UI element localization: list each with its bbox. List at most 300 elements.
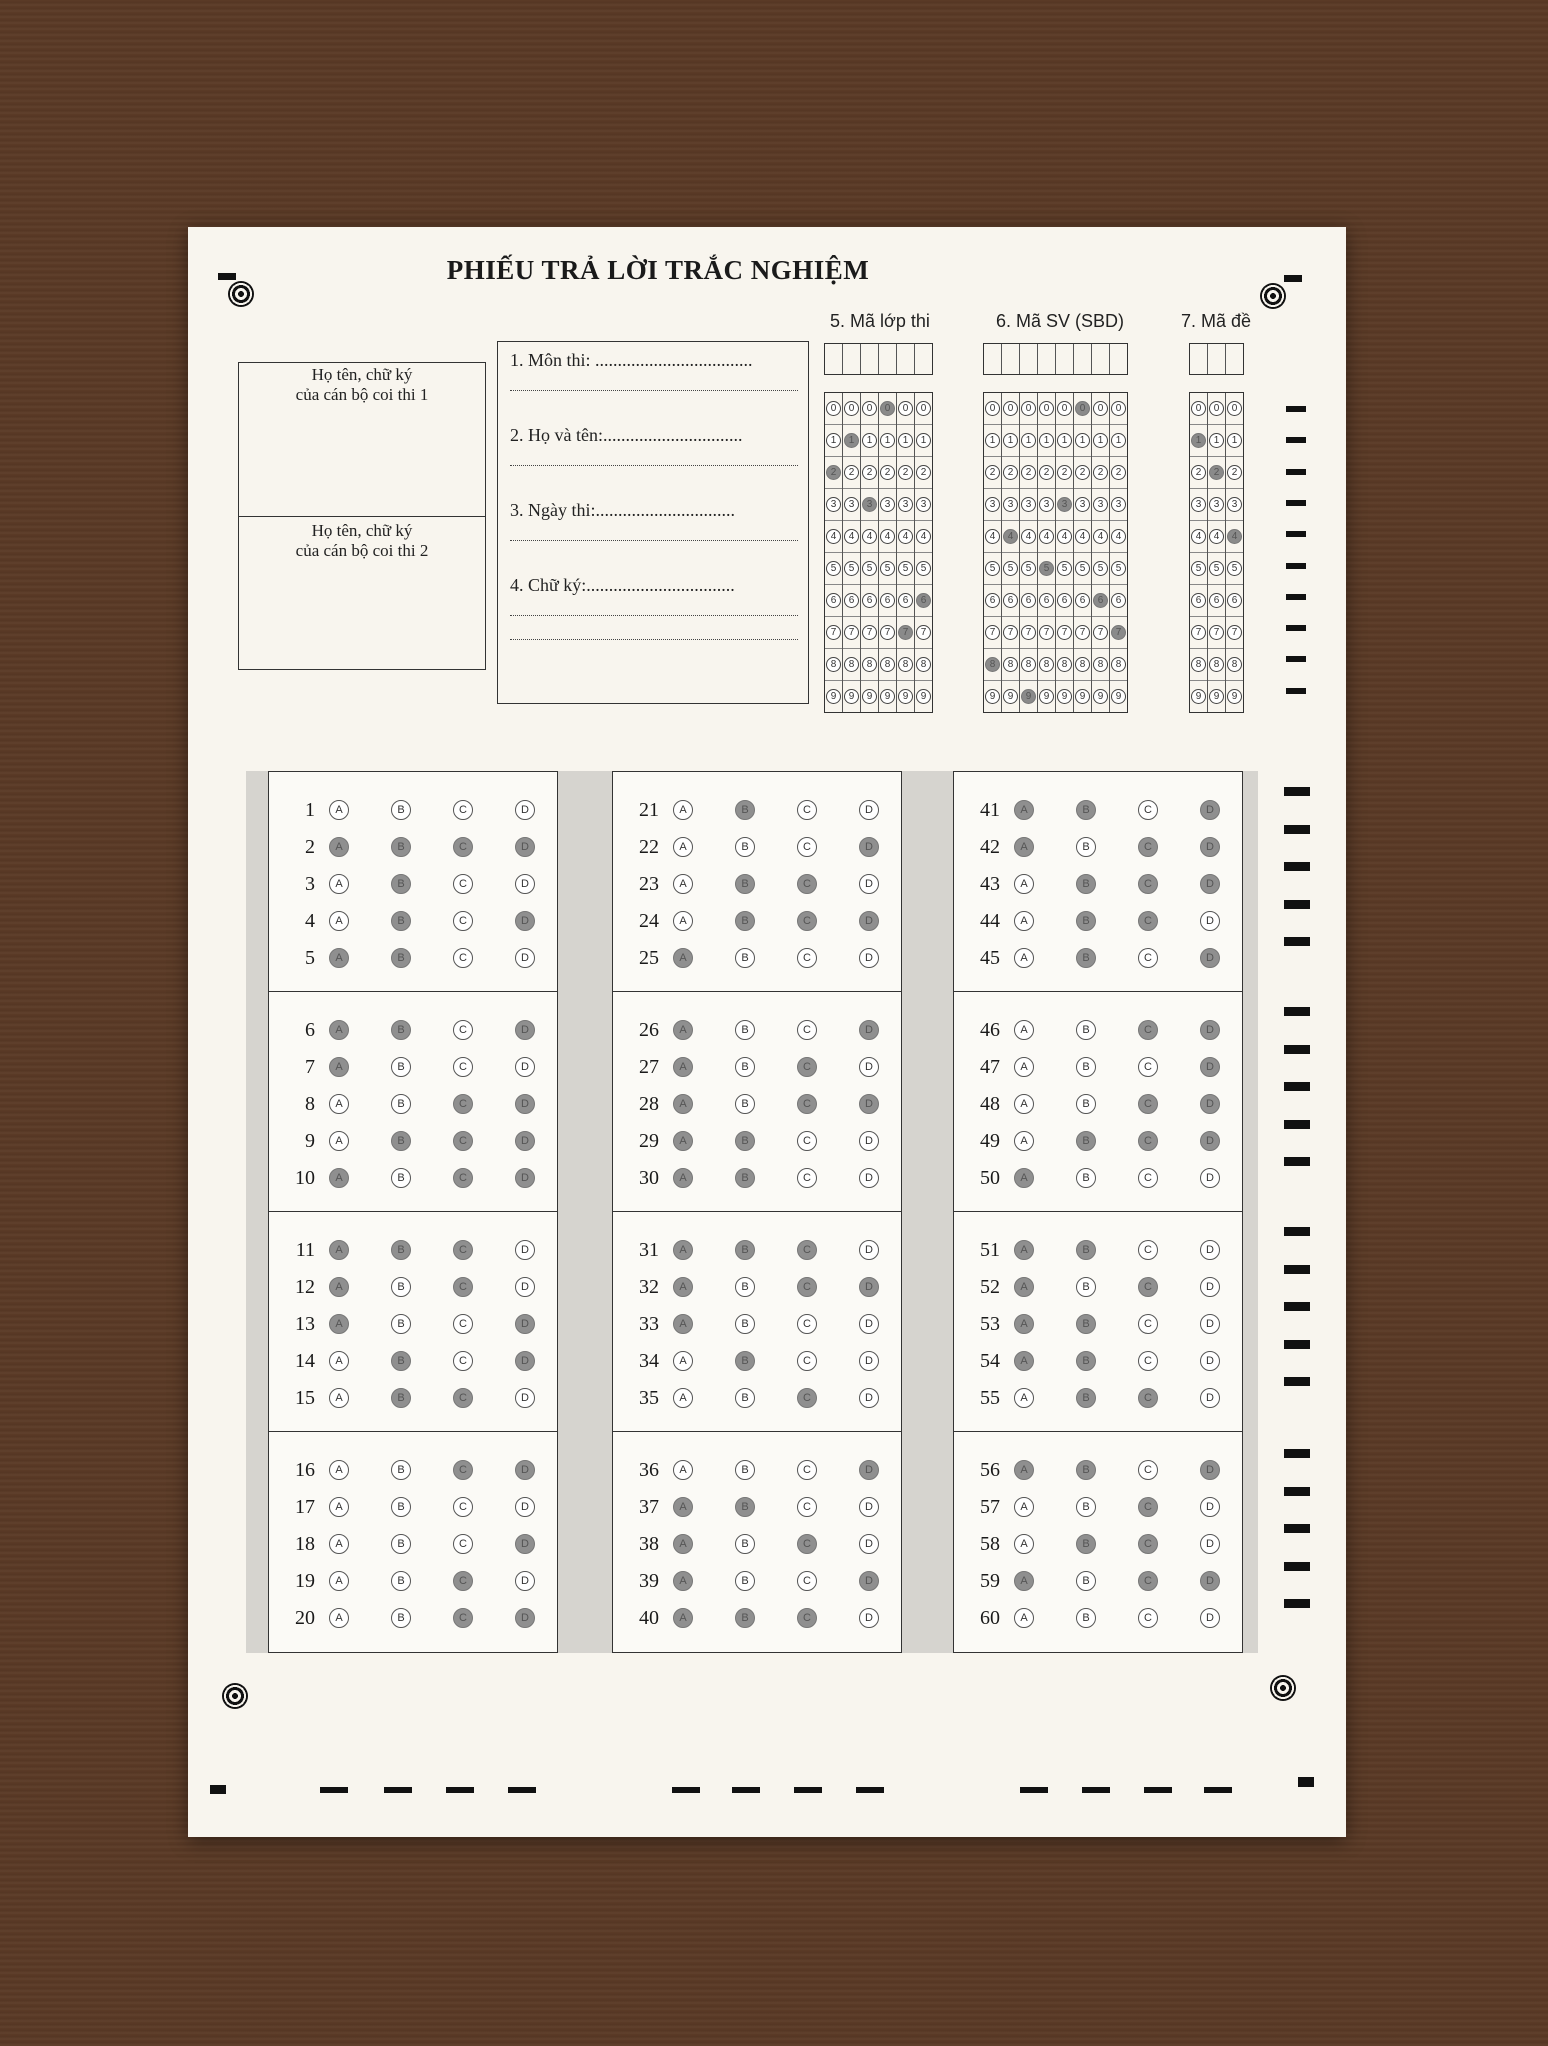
answer-bubble-a[interactable]: A — [329, 1534, 349, 1554]
answer-bubble-b[interactable]: B — [1076, 1240, 1096, 1260]
answer-bubble-c[interactable]: C — [1138, 1351, 1158, 1371]
student_id-digit-bubble[interactable]: 6 — [1057, 593, 1072, 608]
answer-bubble-d[interactable]: D — [515, 837, 535, 857]
answer-bubble-d[interactable]: D — [859, 874, 879, 894]
class_code-digit-bubble[interactable]: 3 — [916, 497, 931, 512]
answer-bubble-c[interactable]: C — [1138, 1497, 1158, 1517]
student_id-digit-bubble[interactable]: 6 — [1021, 593, 1036, 608]
student_id-digit-bubble[interactable]: 6 — [1111, 593, 1126, 608]
answer-bubble-a[interactable]: A — [1014, 800, 1034, 820]
class_code-digit-bubble[interactable]: 6 — [880, 593, 895, 608]
answer-bubble-a[interactable]: A — [1014, 911, 1034, 931]
answer-bubble-c[interactable]: C — [453, 1388, 473, 1408]
class_code-digit-bubble[interactable]: 4 — [916, 529, 931, 544]
class_code-digit-bubble[interactable]: 6 — [862, 593, 877, 608]
class_code-digit-bubble[interactable]: 7 — [880, 625, 895, 640]
student_id-digit-bubble[interactable]: 7 — [1021, 625, 1036, 640]
student_id-digit-bubble[interactable]: 2 — [1093, 465, 1108, 480]
answer-bubble-a[interactable]: A — [673, 1314, 693, 1334]
exam_code-digit-bubble[interactable]: 6 — [1209, 593, 1224, 608]
student_id-digit-bubble[interactable]: 1 — [1057, 433, 1072, 448]
info-field-line[interactable] — [510, 465, 798, 466]
class_code-digit-bubble[interactable]: 1 — [862, 433, 877, 448]
student_id-digit-bubble[interactable]: 4 — [1039, 529, 1054, 544]
student_id-entry-box[interactable] — [1038, 344, 1056, 374]
student_id-entry-box[interactable] — [1092, 344, 1110, 374]
answer-bubble-c[interactable]: C — [797, 1094, 817, 1114]
answer-bubble-a[interactable]: A — [329, 1608, 349, 1628]
answer-bubble-d[interactable]: D — [1200, 1534, 1220, 1554]
student_id-digit-bubble[interactable]: 8 — [1021, 657, 1036, 672]
answer-bubble-c[interactable]: C — [797, 1608, 817, 1628]
answer-bubble-a[interactable]: A — [329, 1497, 349, 1517]
answer-bubble-c[interactable]: C — [1138, 1460, 1158, 1480]
answer-bubble-a[interactable]: A — [329, 874, 349, 894]
answer-bubble-b[interactable]: B — [735, 1534, 755, 1554]
class_code-digit-bubble[interactable]: 8 — [844, 657, 859, 672]
answer-bubble-c[interactable]: C — [797, 1460, 817, 1480]
student_id-digit-bubble[interactable]: 7 — [1057, 625, 1072, 640]
answer-bubble-a[interactable]: A — [673, 1571, 693, 1591]
answer-bubble-b[interactable]: B — [391, 1497, 411, 1517]
class_code-digit-bubble[interactable]: 2 — [916, 465, 931, 480]
class_code-digit-bubble[interactable]: 9 — [826, 689, 841, 704]
answer-bubble-d[interactable]: D — [859, 1277, 879, 1297]
class_code-digit-bubble[interactable]: 8 — [880, 657, 895, 672]
answer-bubble-d[interactable]: D — [1200, 1388, 1220, 1408]
class_code-digit-bubble[interactable]: 8 — [826, 657, 841, 672]
answer-bubble-a[interactable]: A — [1014, 1497, 1034, 1517]
answer-bubble-c[interactable]: C — [797, 1277, 817, 1297]
answer-bubble-c[interactable]: C — [453, 1020, 473, 1040]
class_code-digit-bubble[interactable]: 7 — [898, 625, 913, 640]
answer-bubble-d[interactable]: D — [1200, 1057, 1220, 1077]
student_id-digit-bubble[interactable]: 4 — [1111, 529, 1126, 544]
answer-bubble-a[interactable]: A — [1014, 1608, 1034, 1628]
answer-bubble-b[interactable]: B — [1076, 1497, 1096, 1517]
answer-bubble-a[interactable]: A — [329, 837, 349, 857]
answer-bubble-c[interactable]: C — [1138, 1314, 1158, 1334]
exam_code-digit-bubble[interactable]: 5 — [1209, 561, 1224, 576]
class_code-digit-bubble[interactable]: 7 — [826, 625, 841, 640]
class_code-digit-bubble[interactable]: 8 — [862, 657, 877, 672]
answer-bubble-b[interactable]: B — [1076, 1020, 1096, 1040]
exam_code-digit-bubble[interactable]: 9 — [1209, 689, 1224, 704]
answer-bubble-b[interactable]: B — [735, 874, 755, 894]
class_code-digit-bubble[interactable]: 3 — [862, 497, 877, 512]
answer-bubble-c[interactable]: C — [453, 1608, 473, 1628]
info-field-line[interactable] — [510, 639, 798, 640]
answer-bubble-a[interactable]: A — [329, 800, 349, 820]
answer-bubble-c[interactable]: C — [797, 1571, 817, 1591]
class_code-digit-bubble[interactable]: 5 — [862, 561, 877, 576]
answer-bubble-c[interactable]: C — [797, 1351, 817, 1371]
answer-bubble-b[interactable]: B — [391, 1057, 411, 1077]
class_code-digit-bubble[interactable]: 9 — [844, 689, 859, 704]
answer-bubble-d[interactable]: D — [1200, 800, 1220, 820]
answer-bubble-a[interactable]: A — [329, 1094, 349, 1114]
student_id-digit-bubble[interactable]: 8 — [1039, 657, 1054, 672]
answer-bubble-a[interactable]: A — [329, 1168, 349, 1188]
answer-bubble-b[interactable]: B — [735, 1608, 755, 1628]
exam_code-digit-bubble[interactable]: 4 — [1209, 529, 1224, 544]
class_code-digit-bubble[interactable]: 1 — [844, 433, 859, 448]
student_id-digit-bubble[interactable]: 1 — [1093, 433, 1108, 448]
answer-bubble-d[interactable]: D — [859, 1534, 879, 1554]
answer-bubble-d[interactable]: D — [859, 1351, 879, 1371]
answer-bubble-b[interactable]: B — [391, 1460, 411, 1480]
answer-bubble-b[interactable]: B — [1076, 1460, 1096, 1480]
student_id-digit-bubble[interactable]: 2 — [1003, 465, 1018, 480]
exam_code-digit-bubble[interactable]: 2 — [1191, 465, 1206, 480]
class_code-digit-bubble[interactable]: 5 — [826, 561, 841, 576]
answer-bubble-b[interactable]: B — [391, 1094, 411, 1114]
student_id-digit-bubble[interactable]: 4 — [1003, 529, 1018, 544]
exam_code-digit-bubble[interactable]: 0 — [1227, 401, 1242, 416]
answer-bubble-d[interactable]: D — [515, 800, 535, 820]
student_id-digit-bubble[interactable]: 6 — [1003, 593, 1018, 608]
student_id-digit-bubble[interactable]: 9 — [985, 689, 1000, 704]
answer-bubble-c[interactable]: C — [1138, 1388, 1158, 1408]
answer-bubble-b[interactable]: B — [1076, 1314, 1096, 1334]
student_id-digit-bubble[interactable]: 0 — [1021, 401, 1036, 416]
student_id-digit-bubble[interactable]: 1 — [1075, 433, 1090, 448]
student_id-digit-bubble[interactable]: 6 — [1039, 593, 1054, 608]
answer-bubble-b[interactable]: B — [735, 1057, 755, 1077]
answer-bubble-a[interactable]: A — [1014, 1351, 1034, 1371]
answer-bubble-b[interactable]: B — [735, 1094, 755, 1114]
answer-bubble-a[interactable]: A — [329, 911, 349, 931]
class_code-digit-bubble[interactable]: 7 — [916, 625, 931, 640]
answer-bubble-d[interactable]: D — [859, 1314, 879, 1334]
answer-bubble-b[interactable]: B — [391, 1534, 411, 1554]
student_id-digit-bubble[interactable]: 9 — [1093, 689, 1108, 704]
answer-bubble-b[interactable]: B — [391, 874, 411, 894]
answer-bubble-a[interactable]: A — [1014, 1240, 1034, 1260]
answer-bubble-c[interactable]: C — [453, 911, 473, 931]
class_code-digit-bubble[interactable]: 4 — [826, 529, 841, 544]
student_id-digit-bubble[interactable]: 2 — [1057, 465, 1072, 480]
answer-bubble-d[interactable]: D — [515, 1168, 535, 1188]
student_id-digit-bubble[interactable]: 1 — [1111, 433, 1126, 448]
answer-bubble-d[interactable]: D — [515, 911, 535, 931]
student_id-digit-bubble[interactable]: 7 — [1111, 625, 1126, 640]
student_id-digit-bubble[interactable]: 3 — [1075, 497, 1090, 512]
student_id-digit-bubble[interactable]: 7 — [1003, 625, 1018, 640]
answer-bubble-b[interactable]: B — [391, 1571, 411, 1591]
answer-bubble-a[interactable]: A — [673, 874, 693, 894]
answer-bubble-b[interactable]: B — [735, 1277, 755, 1297]
answer-bubble-b[interactable]: B — [1076, 1571, 1096, 1591]
class_code-digit-bubble[interactable]: 9 — [880, 689, 895, 704]
exam_code-digit-bubble[interactable]: 9 — [1227, 689, 1242, 704]
answer-bubble-a[interactable]: A — [329, 1351, 349, 1371]
class_code-digit-bubble[interactable]: 2 — [862, 465, 877, 480]
answer-bubble-b[interactable]: B — [735, 1240, 755, 1260]
answer-bubble-d[interactable]: D — [859, 1057, 879, 1077]
answer-bubble-b[interactable]: B — [391, 1240, 411, 1260]
answer-bubble-c[interactable]: C — [1138, 874, 1158, 894]
student_id-digit-bubble[interactable]: 5 — [1021, 561, 1036, 576]
student_id-digit-bubble[interactable]: 9 — [1003, 689, 1018, 704]
answer-bubble-b[interactable]: B — [391, 1020, 411, 1040]
answer-bubble-b[interactable]: B — [1076, 1608, 1096, 1628]
student_id-digit-bubble[interactable]: 4 — [985, 529, 1000, 544]
answer-bubble-d[interactable]: D — [1200, 1240, 1220, 1260]
answer-bubble-a[interactable]: A — [1014, 1094, 1034, 1114]
class_code-digit-bubble[interactable]: 4 — [898, 529, 913, 544]
student_id-digit-bubble[interactable]: 2 — [1021, 465, 1036, 480]
answer-bubble-b[interactable]: B — [735, 1388, 755, 1408]
answer-bubble-c[interactable]: C — [1138, 1608, 1158, 1628]
student_id-entry-box[interactable] — [1074, 344, 1092, 374]
answer-bubble-b[interactable]: B — [735, 1351, 755, 1371]
answer-bubble-c[interactable]: C — [797, 1240, 817, 1260]
answer-bubble-d[interactable]: D — [515, 1057, 535, 1077]
answer-bubble-b[interactable]: B — [391, 1168, 411, 1188]
answer-bubble-d[interactable]: D — [1200, 948, 1220, 968]
answer-bubble-b[interactable]: B — [735, 1020, 755, 1040]
class_code-digit-bubble[interactable]: 5 — [898, 561, 913, 576]
answer-bubble-a[interactable]: A — [1014, 837, 1034, 857]
answer-bubble-d[interactable]: D — [1200, 911, 1220, 931]
answer-bubble-d[interactable]: D — [859, 911, 879, 931]
answer-bubble-d[interactable]: D — [1200, 1460, 1220, 1480]
answer-bubble-b[interactable]: B — [1076, 1131, 1096, 1151]
answer-bubble-d[interactable]: D — [515, 1240, 535, 1260]
answer-bubble-c[interactable]: C — [453, 874, 473, 894]
exam_code-digit-bubble[interactable]: 3 — [1227, 497, 1242, 512]
student-id-entry[interactable] — [983, 343, 1128, 375]
answer-bubble-c[interactable]: C — [1138, 1057, 1158, 1077]
answer-bubble-d[interactable]: D — [515, 1608, 535, 1628]
class_code-digit-bubble[interactable]: 5 — [916, 561, 931, 576]
answer-bubble-d[interactable]: D — [859, 1571, 879, 1591]
exam_code-digit-bubble[interactable]: 2 — [1227, 465, 1242, 480]
student_id-digit-bubble[interactable]: 5 — [1057, 561, 1072, 576]
answer-bubble-c[interactable]: C — [1138, 1020, 1158, 1040]
answer-bubble-d[interactable]: D — [859, 1131, 879, 1151]
answer-bubble-d[interactable]: D — [1200, 837, 1220, 857]
class_code-digit-bubble[interactable]: 1 — [898, 433, 913, 448]
answer-bubble-c[interactable]: C — [453, 1497, 473, 1517]
exam-code-entry[interactable] — [1189, 343, 1244, 375]
student_id-digit-bubble[interactable]: 8 — [1003, 657, 1018, 672]
class_code-digit-bubble[interactable]: 3 — [826, 497, 841, 512]
student_id-entry-box[interactable] — [1110, 344, 1127, 374]
answer-bubble-d[interactable]: D — [859, 1388, 879, 1408]
answer-bubble-b[interactable]: B — [1076, 1168, 1096, 1188]
class_code-entry-box[interactable] — [879, 344, 897, 374]
answer-bubble-b[interactable]: B — [391, 948, 411, 968]
answer-bubble-a[interactable]: A — [673, 911, 693, 931]
answer-bubble-c[interactable]: C — [1138, 1277, 1158, 1297]
student_id-entry-box[interactable] — [1002, 344, 1020, 374]
exam_code-digit-bubble[interactable]: 1 — [1227, 433, 1242, 448]
answer-bubble-c[interactable]: C — [1138, 837, 1158, 857]
exam_code-digit-bubble[interactable]: 9 — [1191, 689, 1206, 704]
answer-bubble-b[interactable]: B — [735, 1497, 755, 1517]
student_id-digit-bubble[interactable]: 0 — [1003, 401, 1018, 416]
student_id-digit-bubble[interactable]: 3 — [1039, 497, 1054, 512]
answer-bubble-b[interactable]: B — [391, 911, 411, 931]
answer-bubble-a[interactable]: A — [673, 1351, 693, 1371]
exam_code-digit-bubble[interactable]: 3 — [1191, 497, 1206, 512]
class_code-digit-bubble[interactable]: 6 — [844, 593, 859, 608]
class_code-digit-bubble[interactable]: 1 — [826, 433, 841, 448]
answer-bubble-c[interactable]: C — [453, 1240, 473, 1260]
answer-bubble-d[interactable]: D — [1200, 1094, 1220, 1114]
answer-bubble-c[interactable]: C — [453, 837, 473, 857]
answer-bubble-b[interactable]: B — [1076, 1277, 1096, 1297]
student_id-digit-bubble[interactable]: 5 — [1039, 561, 1054, 576]
answer-bubble-c[interactable]: C — [797, 911, 817, 931]
answer-bubble-a[interactable]: A — [673, 948, 693, 968]
answer-bubble-c[interactable]: C — [797, 1388, 817, 1408]
answer-bubble-b[interactable]: B — [1076, 837, 1096, 857]
class_code-digit-bubble[interactable]: 5 — [844, 561, 859, 576]
exam_code-digit-bubble[interactable]: 6 — [1191, 593, 1206, 608]
exam_code-digit-bubble[interactable]: 8 — [1209, 657, 1224, 672]
answer-bubble-d[interactable]: D — [515, 1497, 535, 1517]
answer-bubble-d[interactable]: D — [515, 1131, 535, 1151]
answer-bubble-c[interactable]: C — [453, 1534, 473, 1554]
answer-bubble-c[interactable]: C — [1138, 1131, 1158, 1151]
answer-bubble-b[interactable]: B — [391, 1314, 411, 1334]
answer-bubble-d[interactable]: D — [515, 1351, 535, 1371]
answer-bubble-a[interactable]: A — [673, 1240, 693, 1260]
answer-bubble-a[interactable]: A — [329, 1240, 349, 1260]
answer-bubble-a[interactable]: A — [673, 1168, 693, 1188]
class_code-digit-bubble[interactable]: 3 — [898, 497, 913, 512]
class_code-digit-bubble[interactable]: 3 — [844, 497, 859, 512]
answer-bubble-a[interactable]: A — [673, 1131, 693, 1151]
class_code-digit-bubble[interactable]: 6 — [826, 593, 841, 608]
answer-bubble-c[interactable]: C — [1138, 1168, 1158, 1188]
class-code-entry[interactable] — [824, 343, 933, 375]
student_id-digit-bubble[interactable]: 6 — [985, 593, 1000, 608]
answer-bubble-d[interactable]: D — [1200, 1351, 1220, 1371]
answer-bubble-d[interactable]: D — [515, 874, 535, 894]
answer-bubble-b[interactable]: B — [735, 1168, 755, 1188]
answer-bubble-b[interactable]: B — [1076, 1351, 1096, 1371]
student_id-digit-bubble[interactable]: 5 — [1111, 561, 1126, 576]
student_id-digit-bubble[interactable]: 1 — [985, 433, 1000, 448]
exam_code-entry-box[interactable] — [1208, 344, 1226, 374]
student_id-digit-bubble[interactable]: 7 — [1093, 625, 1108, 640]
answer-bubble-a[interactable]: A — [329, 1460, 349, 1480]
answer-bubble-a[interactable]: A — [1014, 1571, 1034, 1591]
student_id-digit-bubble[interactable]: 1 — [1003, 433, 1018, 448]
exam_code-digit-bubble[interactable]: 7 — [1209, 625, 1224, 640]
answer-bubble-c[interactable]: C — [797, 948, 817, 968]
answer-bubble-d[interactable]: D — [859, 1168, 879, 1188]
student_id-digit-bubble[interactable]: 3 — [1003, 497, 1018, 512]
answer-bubble-c[interactable]: C — [797, 1131, 817, 1151]
answer-bubble-c[interactable]: C — [453, 1571, 473, 1591]
class_code-digit-bubble[interactable]: 0 — [826, 401, 841, 416]
class_code-digit-bubble[interactable]: 0 — [844, 401, 859, 416]
answer-bubble-d[interactable]: D — [859, 1020, 879, 1040]
student_id-digit-bubble[interactable]: 2 — [1075, 465, 1090, 480]
answer-bubble-c[interactable]: C — [797, 800, 817, 820]
answer-bubble-c[interactable]: C — [797, 1057, 817, 1077]
answer-bubble-c[interactable]: C — [797, 1168, 817, 1188]
exam_code-digit-bubble[interactable]: 0 — [1209, 401, 1224, 416]
student_id-digit-bubble[interactable]: 8 — [1111, 657, 1126, 672]
student_id-digit-bubble[interactable]: 9 — [1021, 689, 1036, 704]
class_code-digit-bubble[interactable]: 3 — [880, 497, 895, 512]
answer-bubble-d[interactable]: D — [515, 1534, 535, 1554]
student_id-digit-bubble[interactable]: 4 — [1021, 529, 1036, 544]
class_code-digit-bubble[interactable]: 7 — [844, 625, 859, 640]
info-field-line[interactable] — [510, 540, 798, 541]
exam_code-digit-bubble[interactable]: 2 — [1209, 465, 1224, 480]
answer-bubble-a[interactable]: A — [673, 1388, 693, 1408]
answer-bubble-a[interactable]: A — [673, 1534, 693, 1554]
class_code-digit-bubble[interactable]: 6 — [898, 593, 913, 608]
answer-bubble-d[interactable]: D — [515, 1314, 535, 1334]
exam_code-digit-bubble[interactable]: 1 — [1209, 433, 1224, 448]
answer-bubble-b[interactable]: B — [1076, 948, 1096, 968]
student_id-digit-bubble[interactable]: 2 — [1039, 465, 1054, 480]
answer-bubble-d[interactable]: D — [515, 1460, 535, 1480]
answer-bubble-d[interactable]: D — [1200, 1497, 1220, 1517]
student_id-digit-bubble[interactable]: 3 — [985, 497, 1000, 512]
student_id-digit-bubble[interactable]: 9 — [1075, 689, 1090, 704]
answer-bubble-d[interactable]: D — [515, 1020, 535, 1040]
answer-bubble-c[interactable]: C — [1138, 1571, 1158, 1591]
answer-bubble-a[interactable]: A — [1014, 1534, 1034, 1554]
answer-bubble-a[interactable]: A — [1014, 874, 1034, 894]
answer-bubble-d[interactable]: D — [515, 948, 535, 968]
answer-bubble-c[interactable]: C — [453, 1057, 473, 1077]
answer-bubble-c[interactable]: C — [453, 1131, 473, 1151]
answer-bubble-b[interactable]: B — [391, 800, 411, 820]
answer-bubble-c[interactable]: C — [1138, 948, 1158, 968]
answer-bubble-d[interactable]: D — [1200, 1571, 1220, 1591]
class_code-digit-bubble[interactable]: 0 — [880, 401, 895, 416]
student_id-digit-bubble[interactable]: 4 — [1093, 529, 1108, 544]
student_id-digit-bubble[interactable]: 3 — [1021, 497, 1036, 512]
answer-bubble-c[interactable]: C — [797, 1497, 817, 1517]
answer-bubble-b[interactable]: B — [1076, 1534, 1096, 1554]
answer-bubble-d[interactable]: D — [1200, 1020, 1220, 1040]
exam_code-digit-bubble[interactable]: 8 — [1191, 657, 1206, 672]
answer-bubble-d[interactable]: D — [1200, 1168, 1220, 1188]
answer-bubble-b[interactable]: B — [391, 1608, 411, 1628]
student_id-entry-box[interactable] — [984, 344, 1002, 374]
student_id-digit-bubble[interactable]: 4 — [1057, 529, 1072, 544]
answer-bubble-b[interactable]: B — [735, 800, 755, 820]
answer-bubble-d[interactable]: D — [859, 837, 879, 857]
answer-bubble-b[interactable]: B — [391, 1351, 411, 1371]
exam_code-digit-bubble[interactable]: 3 — [1209, 497, 1224, 512]
class_code-digit-bubble[interactable]: 0 — [862, 401, 877, 416]
class_code-digit-bubble[interactable]: 4 — [880, 529, 895, 544]
answer-bubble-a[interactable]: A — [1014, 1168, 1034, 1188]
student_id-digit-bubble[interactable]: 7 — [1075, 625, 1090, 640]
student_id-digit-bubble[interactable]: 5 — [985, 561, 1000, 576]
answer-bubble-d[interactable]: D — [859, 1240, 879, 1260]
student_id-digit-bubble[interactable]: 1 — [1039, 433, 1054, 448]
class_code-digit-bubble[interactable]: 0 — [898, 401, 913, 416]
class_code-digit-bubble[interactable]: 2 — [898, 465, 913, 480]
class_code-entry-box[interactable] — [843, 344, 861, 374]
answer-bubble-b[interactable]: B — [1076, 911, 1096, 931]
answer-bubble-a[interactable]: A — [329, 1314, 349, 1334]
answer-bubble-a[interactable]: A — [673, 1460, 693, 1480]
